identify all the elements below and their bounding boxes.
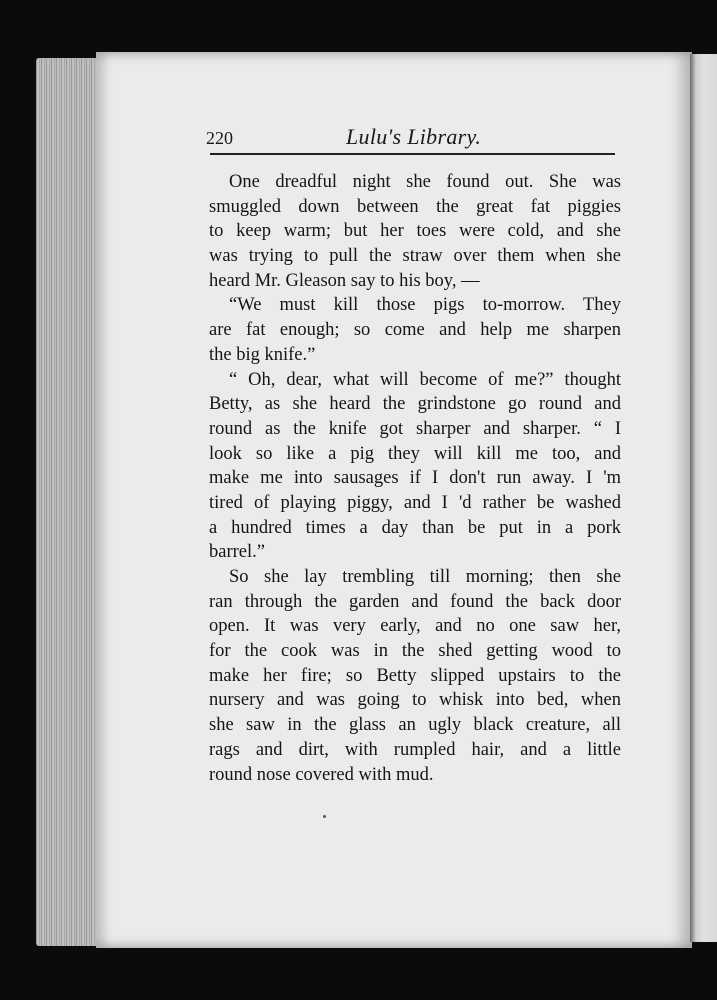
text-line: open. It was very early, and no one saw her,: [209, 616, 621, 637]
print-speck: [323, 815, 326, 818]
header-rule: [210, 153, 615, 155]
text-line: nursery and was going to whisk into bed, when: [209, 690, 621, 711]
text-line: make me into sausages if I don't run away. I 'm: [209, 468, 621, 489]
text-line: smuggled down between the great fat piggies: [209, 196, 621, 217]
text-line: to keep warm; but her toes were cold, and she: [209, 221, 621, 242]
text-line: round as the knife got sharper and sharper. “ I: [209, 418, 621, 439]
text-line: was trying to pull the straw over them when she: [209, 246, 621, 267]
text-line: Betty, as she heard the grindstone go round and: [209, 394, 621, 415]
text-line: So she lay trembling till morning; then she: [229, 567, 621, 587]
text-line: tired of playing piggy, and I 'd rather be washed: [209, 492, 621, 513]
running-title: Lulu's Library.: [346, 124, 482, 149]
text-line: heard Mr. Gleason say to his boy, —: [209, 270, 480, 291]
text-line: make her fire; so Betty slipped upstairs to the: [209, 665, 621, 686]
text-line: are fat enough; so come and help me sharpen: [209, 320, 621, 341]
page-header: [206, 126, 616, 156]
text-line: a hundred times a day than be put in a pork: [209, 517, 621, 538]
text-line: One dreadful night she found out. She was: [229, 172, 621, 192]
text-line: ran through the garden and found the back door: [209, 591, 621, 612]
text-line: barrel.”: [209, 542, 265, 563]
text-line: look so like a pig they will kill me too, and: [209, 443, 621, 464]
page-number: 220: [206, 128, 233, 148]
text-line: “We must kill those pigs to-morrow. They: [229, 295, 621, 316]
text-line: “ Oh, dear, what will become of me?” thought: [229, 369, 621, 390]
text-line: for the cook was in the shed getting wood to: [209, 641, 621, 662]
text-line: she saw in the glass an ugly black creature, all: [209, 715, 621, 736]
text-line: round nose covered with mud.: [209, 764, 434, 785]
facing-page-edge: [690, 54, 717, 942]
text-line: rags and dirt, with rumpled hair, and a little: [209, 739, 621, 760]
body-text: [209, 170, 621, 787]
text-line: the big knife.”: [209, 344, 316, 365]
